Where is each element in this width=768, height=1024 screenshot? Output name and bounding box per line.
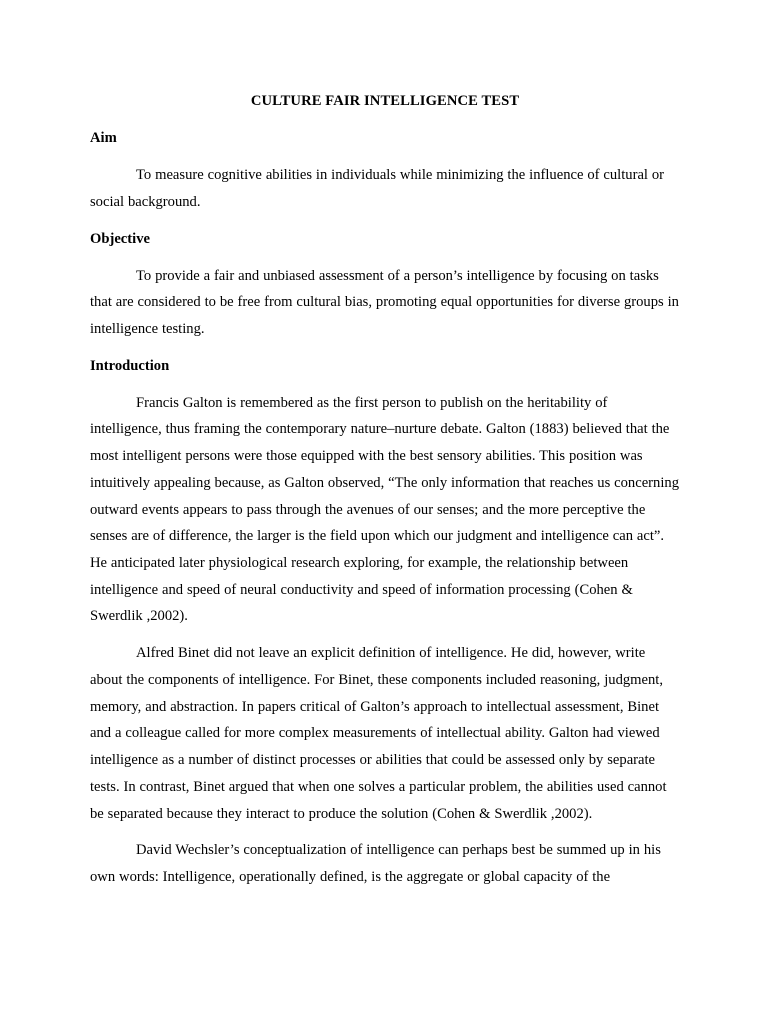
section-heading-introduction: Introduction [90,357,170,374]
introduction-paragraph-galton: Francis Galton is remembered as the first person to publish on the heritability of intelligence, thus framing the contemporary nature–nurture debate. Galton (1883) believed that the most intelligent persons were those equipped with the best sensory abilities. This position was intuitively appealing because, as Galton observed, “The only information that reaches us concerning outward events appears to pass through the avenues of our senses; and the more perceptive the senses are of difference, the larger is the field upon which our judgment and intelligence can act”. He anticipated later physiological research exploring, for example, the relationship between intelligence and speed of neural conductivity and speed of information processing (Cohen & Swerdlik ,2002). [90,394,679,625]
introduction-paragraph-binet: Alfred Binet did not leave an explicit definition of intelligence. He did, however, write about the components of intelligence. For Binet, these components included reasoning, judgment, memory, and abstraction. In papers critical of Galton’s approach to intellectual assessment, Binet and a colleague called for more complex measurements of intellectual ability. Galton had viewed intelligence as a number of distinct processes or abilities that could be assessed only by separate tests. In contrast, Binet argued that when one solves a particular problem, the abilities used cannot be separated because they interact to produce the solution (Cohen & Swerdlik ,2002). [90,645,667,822]
objective-paragraph: To provide a fair and unbiased assessment of a person’s intelligence by focusing on tasks that are considered to be free from cultural bias, promoting equal opportunities for diverse groups in intelligence testing. [90,267,679,337]
section-heading-objective: Objective [90,230,150,247]
document-title: CULTURE FAIR INTELLIGENCE TEST [250,93,520,109]
aim-paragraph: To measure cognitive abilities in individuals while minimizing the influence of cultural or social background. [90,167,665,210]
section-heading-aim: Aim [90,130,117,147]
introduction-paragraph-wechsler: David Wechsler’s conceptualization of intelligence can perhaps best be summed up in his own words: Intelligence, operationally defined, is the aggregate or global capacity of the [90,842,661,886]
document-body [90,88,680,891]
